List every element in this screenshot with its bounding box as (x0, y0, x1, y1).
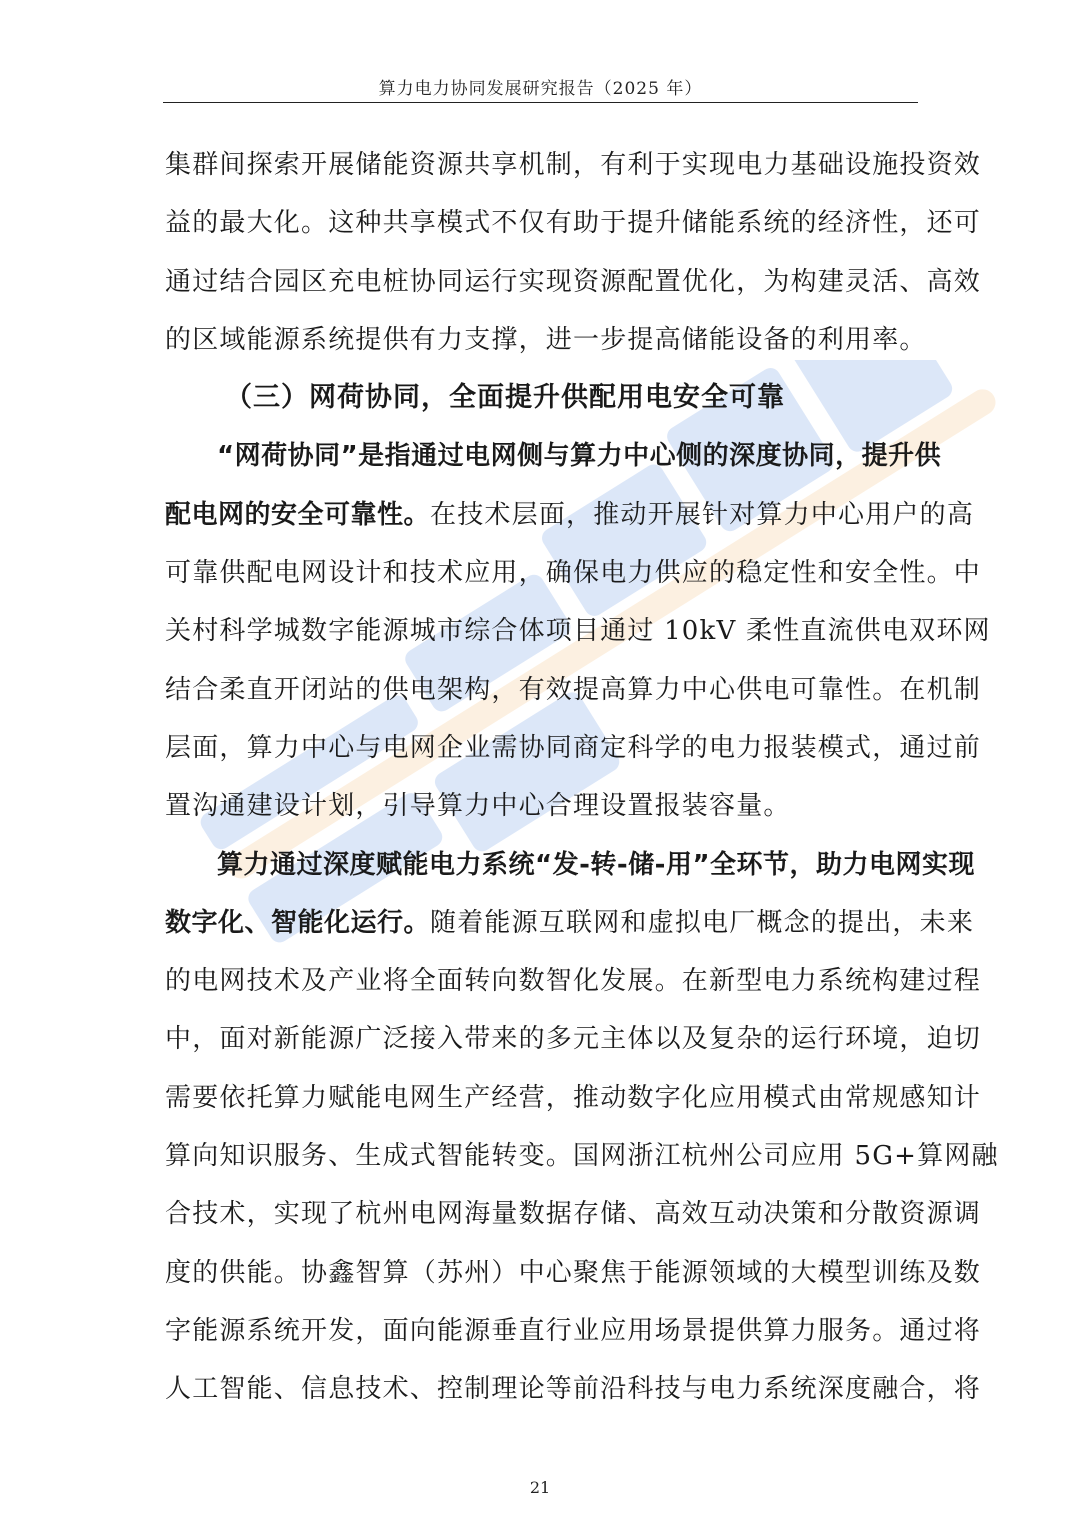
paragraph-grid-load-coordination (165, 427, 991, 835)
text-line: 度的供能。协鑫智算（苏州）中心聚焦于能源领域的大模型训练及数 (165, 1257, 982, 1288)
text-line: 结合柔直开闭站的供电架构，有效提高算力中心供电可靠性。在机制 (165, 674, 982, 705)
page-body (165, 136, 999, 1419)
text-line (165, 486, 975, 544)
bold-lead-line: “网荷协同”是指通过电网侧与算力中心侧的深度协同，提升供 (217, 441, 942, 472)
bold-lead-text: 配电网的安全可靠性。 (165, 499, 431, 530)
text-line: 通过结合园区充电桩协同运行实现资源配置优化，为构建灵活、高效 (165, 266, 982, 297)
paragraph-storage-sharing (165, 136, 982, 369)
text-line: 算向知识服务、生成式智能转变。国网浙江杭州公司应用 5G+算网融 (165, 1141, 999, 1172)
bold-lead-text: 数字化、智能化运行。 (165, 907, 431, 938)
text-line: 置沟通建设计划，引导算力中心合理设置报装容量。 (165, 791, 791, 822)
bold-lead-line: 算力通过深度赋能电力系统“发-转-储-用”全环节，助力电网实现 (217, 849, 976, 880)
text-line: 合技术，实现了杭州电网海量数据存储、高效互动决策和分散资源调 (165, 1199, 982, 1230)
text-line: 益的最大化。这种共享模式不仅有助于提升储能系统的经济性，还可 (165, 208, 982, 239)
text-line: 可靠供配电网设计和技术应用，确保电力供应的稳定性和安全性。中 (165, 558, 982, 589)
running-header: 算力电力协同发展研究报告（2025 年） (378, 79, 703, 99)
text-line (165, 894, 975, 952)
text-line: 需要依托算力赋能电网生产经营，推动数字化应用模式由常规感知计 (165, 1082, 982, 1113)
body-text: 在技术层面，推动开展针对算力中心用户的高 (430, 499, 975, 530)
text-line: 集群间探索开展储能资源共享机制，有利于实现电力基础设施投资效 (165, 150, 982, 180)
paragraph-computing-empowers-grid (165, 836, 999, 1419)
text-line: 的区域能源系统提供有力支撑，进一步提高储能设备的利用率。 (165, 324, 927, 355)
section-heading: （三）网荷协同，全面提升供配用电安全可靠 (225, 382, 785, 414)
text-line: 中，面对新能源广泛接入带来的多元主体以及复杂的运行环境，迫切 (165, 1024, 982, 1055)
text-line: 字能源系统开发，面向能源垂直行业应用场景提供算力服务。通过将 (165, 1315, 982, 1346)
text-line: 关村科学城数字能源城市综合体项目通过 10kV 柔性直流供电双环网 (165, 616, 991, 647)
text-line: 的电网技术及产业将全面转向数智化发展。在新型电力系统构建过程 (165, 966, 982, 997)
page-number: 21 (529, 1478, 551, 1497)
header-divider (163, 102, 918, 103)
body-text: 随着能源互联网和虚拟电厂概念的提出，未来 (430, 907, 975, 938)
text-line: 人工智能、信息技术、控制理论等前沿科技与电力系统深度融合，将 (165, 1374, 982, 1405)
text-line: 层面，算力中心与电网企业需协同商定科学的电力报装模式，通过前 (165, 732, 982, 763)
